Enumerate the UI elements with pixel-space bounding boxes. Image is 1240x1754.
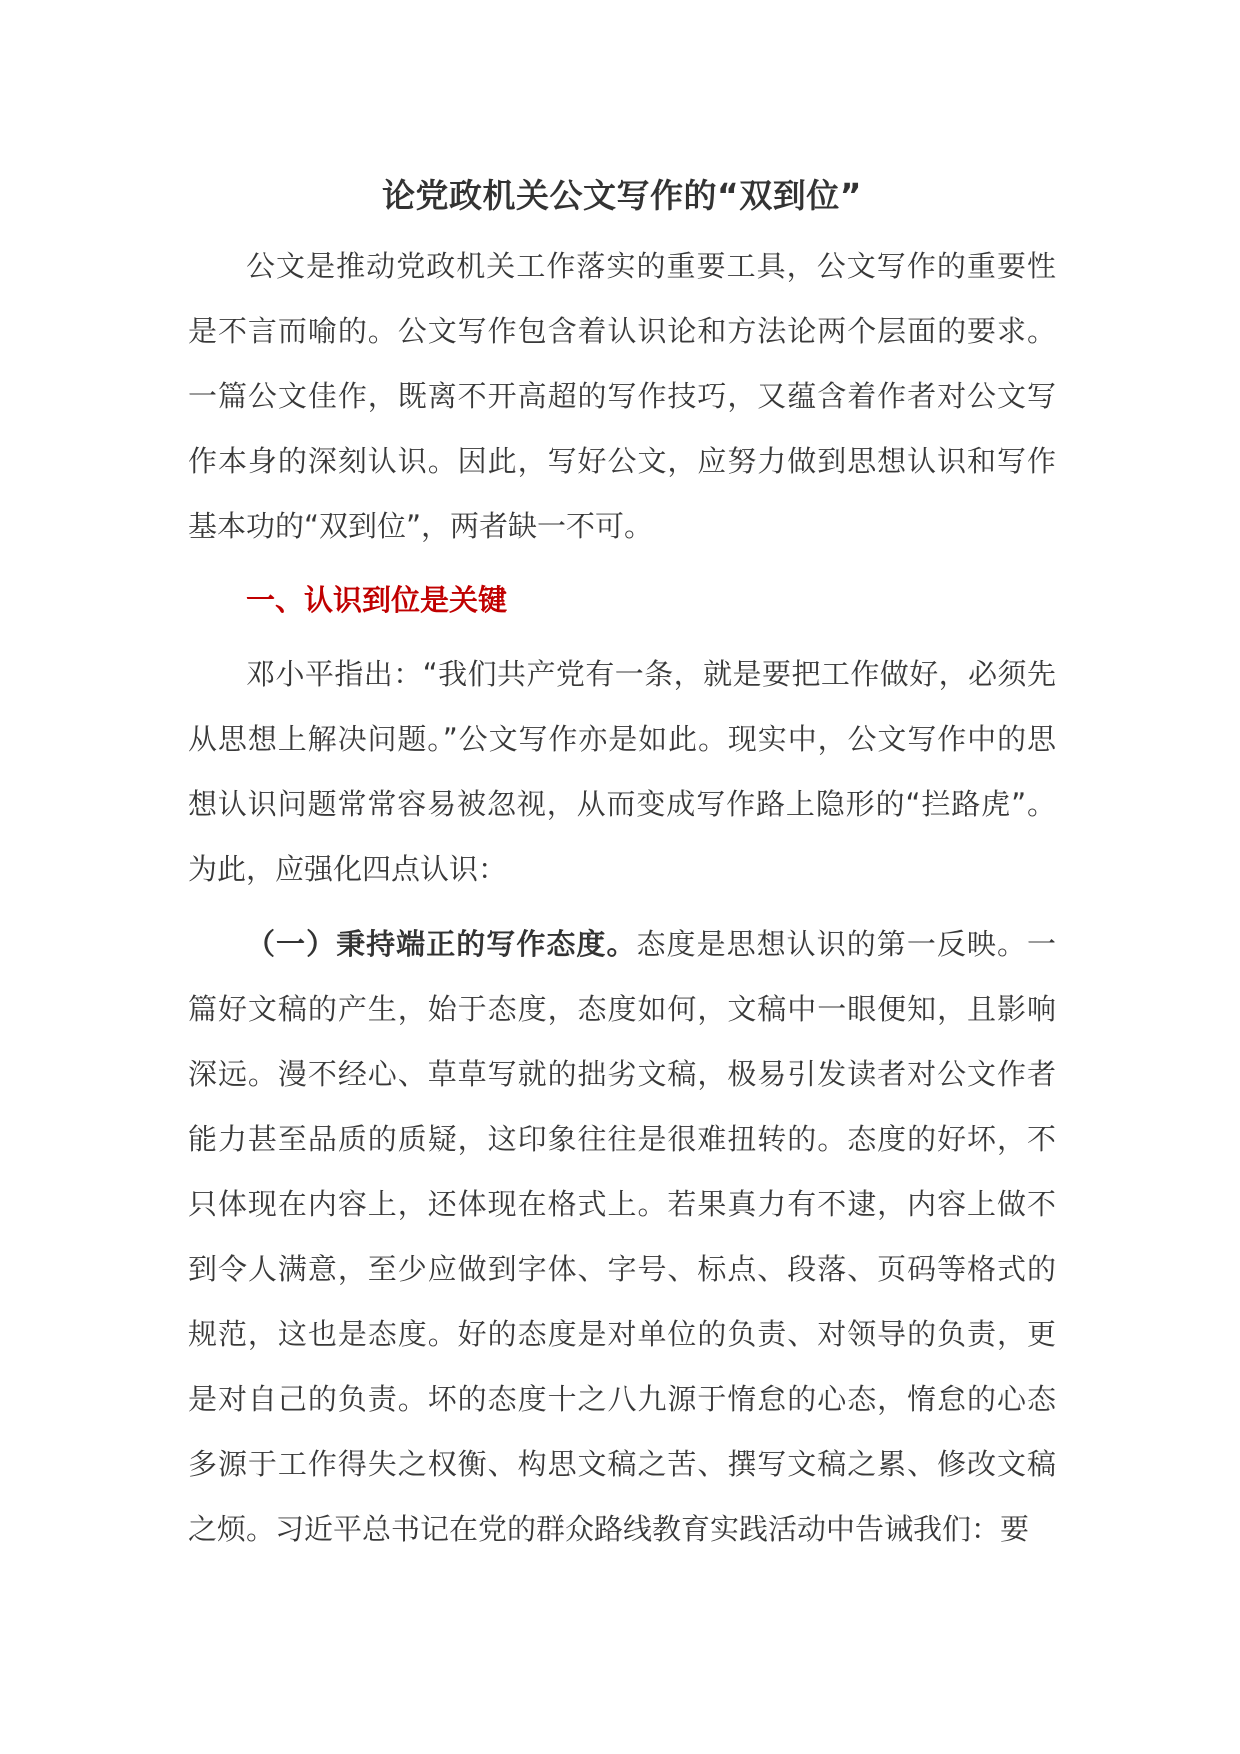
subsection-body: 态度是思想认识的第一反映。一篇好文稿的产生，始于态度，态度如何，文稿中一眼便知，且影响深远。漫不经心、草草写就的拙劣文稿，极易引发读者对公文作者能力甚至品质的质疑，这印象往往是很难扭转的。态度的好坏，不只体现在内容上，还体现在格式上。若果真力有不逮，内容上做不到令人满意，至少应做到字体、字号、标点、段落、页码等格式的规范，这也是态度。好的态度是对单位的负责、对领导的负责，更是对自己的负责。坏的态度十之八九源于惰怠的心态，惰怠的心态多源于工作得失之权衡、构思文稿之苦、撰写文稿之累、修改文稿之烦。习近平总书记在党的群众路线教育实践活动中告诫我们：要 bbox=[188, 927, 1056, 1546]
section-paragraph: 邓小平指出：“我们共产党有一条，就是要把工作做好，必须先从思想上解决问题。”公文写作亦是如此。现实中，公文写作中的思想认识问题常常容易被忽视，从而变成写作路上隐形的“拦路虎”。为此，应强化四点认识： bbox=[188, 657, 1056, 886]
subsection-lead: （一）秉持端正的写作态度。 bbox=[246, 927, 637, 961]
subsection-paragraph bbox=[188, 912, 1056, 1562]
section-heading: 一、认识到位是关键 bbox=[246, 583, 508, 617]
document-title: 论党政机关公文写作的“双到位” bbox=[382, 176, 862, 215]
intro-paragraph: 公文是推动党政机关工作落实的重要工具，公文写作的重要性是不言而喻的。公文写作包含着认识论和方法论两个层面的要求。一篇公文佳作，既离不开高超的写作技巧，又蕴含着作者对公文写作本身的深刻认识。因此，写好公文，应努力做到思想认识和写作基本功的“双到位”，两者缺一不可。 bbox=[188, 249, 1056, 543]
document-page bbox=[188, 172, 1056, 1562]
